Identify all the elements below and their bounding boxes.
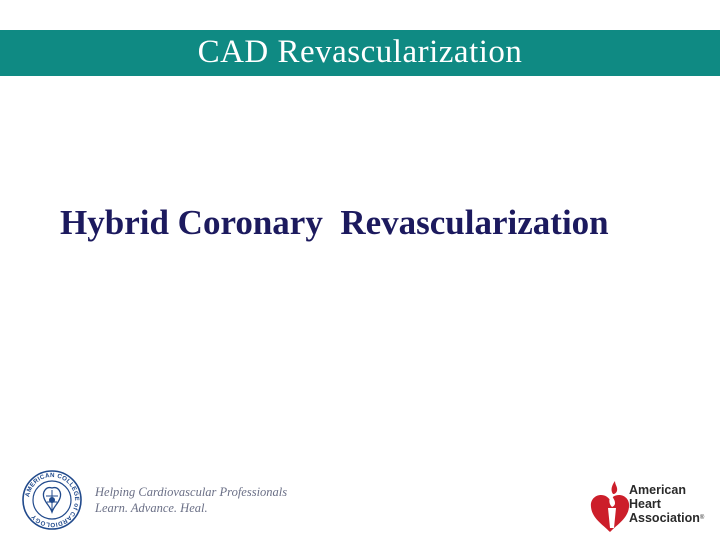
aha-heart-torch-icon [588,478,632,534]
aha-logo [588,478,718,534]
aha-wordmark [629,483,704,525]
acc-seal-logo [22,470,82,530]
aha-line3: Association [629,511,700,525]
slide-subtitle: Hybrid Coronary Revascularization [60,203,609,242]
registered-mark: ® [699,515,705,521]
acc-seal-text: AMERICAN COLLEGE of CARDIOLOGY [24,471,81,529]
title-bar [0,30,720,76]
acc-tagline-line1: Helping Cardiovascular Professionals [95,485,288,499]
acc-tagline-line2: Learn. Advance. Heal. [95,501,208,515]
slide-title: CAD Revascularization [197,34,523,70]
acc-tagline [95,484,287,516]
aha-line2: Heart [629,497,661,511]
aha-line1: American [629,483,686,497]
